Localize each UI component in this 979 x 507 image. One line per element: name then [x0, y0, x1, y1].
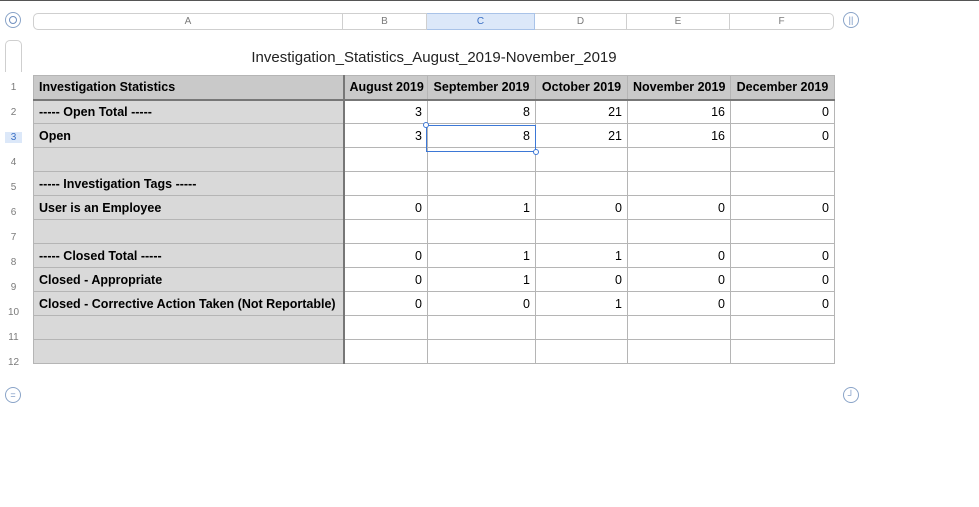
row-header-7[interactable]: 7 — [10, 232, 17, 243]
row-label-cell[interactable]: ----- Open Total ----- — [34, 100, 344, 124]
row-label-cell[interactable] — [34, 220, 344, 244]
value-cell[interactable] — [628, 148, 731, 172]
row-label-cell[interactable]: ----- Investigation Tags ----- — [34, 172, 344, 196]
value-cell[interactable] — [628, 316, 731, 340]
value-cell[interactable]: 1 — [428, 196, 536, 220]
value-cell[interactable]: 0 — [731, 292, 835, 316]
value-cell[interactable]: 16 — [628, 124, 731, 148]
value-cell[interactable]: 21 — [536, 100, 628, 124]
value-cell[interactable]: 0 — [536, 268, 628, 292]
column-header-b[interactable]: B — [343, 13, 427, 30]
row-header-5[interactable]: 5 — [10, 182, 17, 193]
value-cell[interactable]: 0 — [731, 124, 835, 148]
table-row — [34, 316, 835, 340]
header-month-cell[interactable]: September 2019 — [428, 76, 536, 100]
value-cell[interactable]: 0 — [628, 244, 731, 268]
value-cell[interactable]: 0 — [628, 196, 731, 220]
column-header-c[interactable]: C — [427, 13, 535, 30]
value-cell[interactable]: 0 — [731, 244, 835, 268]
row-header-3[interactable]: 3 — [5, 132, 22, 143]
row-header-top — [5, 40, 22, 72]
value-cell[interactable] — [628, 340, 731, 364]
value-cell[interactable]: 0 — [344, 244, 428, 268]
table-row — [34, 340, 835, 364]
cell-selection-outline — [426, 125, 536, 152]
value-cell[interactable] — [731, 316, 835, 340]
row-label-cell[interactable]: Closed - Corrective Action Taken (Not Reportable) — [34, 292, 344, 316]
value-cell[interactable]: 16 — [628, 100, 731, 124]
value-cell[interactable]: 1 — [428, 244, 536, 268]
add-row-handle[interactable] — [5, 387, 21, 403]
column-header-d[interactable]: D — [535, 13, 627, 30]
header-month-cell[interactable]: October 2019 — [536, 76, 628, 100]
row-label-cell[interactable]: User is an Employee — [34, 196, 344, 220]
value-cell[interactable] — [344, 148, 428, 172]
row-label-cell[interactable] — [34, 340, 344, 364]
add-column-handle[interactable] — [843, 12, 859, 28]
table-row — [34, 220, 835, 244]
value-cell[interactable]: 0 — [344, 292, 428, 316]
table-row — [34, 244, 835, 268]
row-header-6[interactable]: 6 — [10, 207, 17, 218]
value-cell[interactable]: 3 — [344, 100, 428, 124]
value-cell[interactable]: 1 — [536, 244, 628, 268]
table-row — [34, 172, 835, 196]
selection-handle-bottom-right[interactable] — [533, 149, 539, 155]
row-header-9[interactable]: 9 — [10, 282, 17, 293]
header-row — [34, 76, 835, 100]
value-cell[interactable] — [731, 172, 835, 196]
column-handle-icon: || — [848, 15, 854, 25]
value-cell[interactable] — [536, 340, 628, 364]
value-cell[interactable] — [344, 172, 428, 196]
selection-handle-top-left[interactable] — [423, 122, 429, 128]
value-cell[interactable]: 0 — [344, 196, 428, 220]
value-cell[interactable]: 0 — [628, 292, 731, 316]
value-cell[interactable]: 0 — [731, 100, 835, 124]
value-cell[interactable]: 1 — [428, 268, 536, 292]
select-table-button[interactable] — [5, 12, 21, 28]
row-header-1[interactable]: 1 — [10, 82, 17, 93]
table-row — [34, 292, 835, 316]
row-label-cell[interactable]: Closed - Appropriate — [34, 268, 344, 292]
value-cell[interactable]: 0 — [344, 268, 428, 292]
value-cell[interactable]: 1 — [536, 292, 628, 316]
column-header-e[interactable]: E — [627, 13, 730, 30]
value-cell[interactable] — [428, 340, 536, 364]
row-label-cell[interactable]: Open — [34, 124, 344, 148]
column-header-f[interactable]: F — [730, 13, 834, 30]
value-cell[interactable] — [536, 172, 628, 196]
header-month-cell[interactable]: December 2019 — [731, 76, 835, 100]
value-cell[interactable] — [731, 148, 835, 172]
value-cell[interactable]: 0 — [731, 196, 835, 220]
header-month-cell[interactable]: August 2019 — [344, 76, 428, 100]
table-row — [34, 196, 835, 220]
value-cell[interactable] — [536, 316, 628, 340]
value-cell[interactable]: 0 — [536, 196, 628, 220]
spreadsheet-table — [33, 75, 835, 364]
header-month-cell[interactable]: November 2019 — [628, 76, 731, 100]
value-cell[interactable] — [628, 172, 731, 196]
row-header-10[interactable]: 10 — [7, 307, 20, 318]
row-header-4[interactable]: 4 — [10, 157, 17, 168]
row-header-11[interactable]: 11 — [8, 332, 19, 343]
value-cell[interactable]: 0 — [731, 268, 835, 292]
resize-table-handle[interactable] — [843, 387, 859, 403]
window-top-border — [0, 0, 979, 1]
row-header-12[interactable]: 12 — [7, 357, 20, 368]
value-cell[interactable] — [344, 316, 428, 340]
value-cell[interactable] — [344, 220, 428, 244]
row-label-cell[interactable] — [34, 316, 344, 340]
value-cell[interactable]: 8 — [428, 100, 536, 124]
selected-value-cell[interactable]: 8 — [428, 124, 536, 148]
value-cell[interactable] — [428, 316, 536, 340]
row-header-2[interactable]: 2 — [10, 107, 17, 118]
row-header-8[interactable]: 8 — [10, 257, 17, 268]
row-label-cell[interactable]: ----- Closed Total ----- — [34, 244, 344, 268]
value-cell[interactable] — [536, 220, 628, 244]
table-row — [34, 100, 835, 124]
row-handle-icon: = — [10, 390, 16, 400]
header-label-cell[interactable]: Investigation Statistics — [34, 76, 344, 100]
value-cell[interactable] — [428, 220, 536, 244]
value-cell[interactable] — [731, 340, 835, 364]
column-header-a[interactable]: A — [33, 13, 343, 30]
value-cell[interactable] — [731, 220, 835, 244]
value-cell[interactable]: 3 — [344, 124, 428, 148]
value-cell[interactable] — [428, 172, 536, 196]
value-cell[interactable]: 0 — [628, 268, 731, 292]
table-title[interactable]: Investigation_Statistics_August_2019-November_2019 — [251, 49, 617, 66]
corner-handle-icon: ┘ — [847, 390, 855, 400]
table-row — [34, 268, 835, 292]
value-cell[interactable] — [344, 340, 428, 364]
value-cell[interactable] — [536, 148, 628, 172]
row-label-cell[interactable] — [34, 148, 344, 172]
value-cell[interactable]: 0 — [428, 292, 536, 316]
value-cell[interactable] — [628, 220, 731, 244]
circle-icon — [9, 16, 17, 24]
value-cell[interactable]: 21 — [536, 124, 628, 148]
